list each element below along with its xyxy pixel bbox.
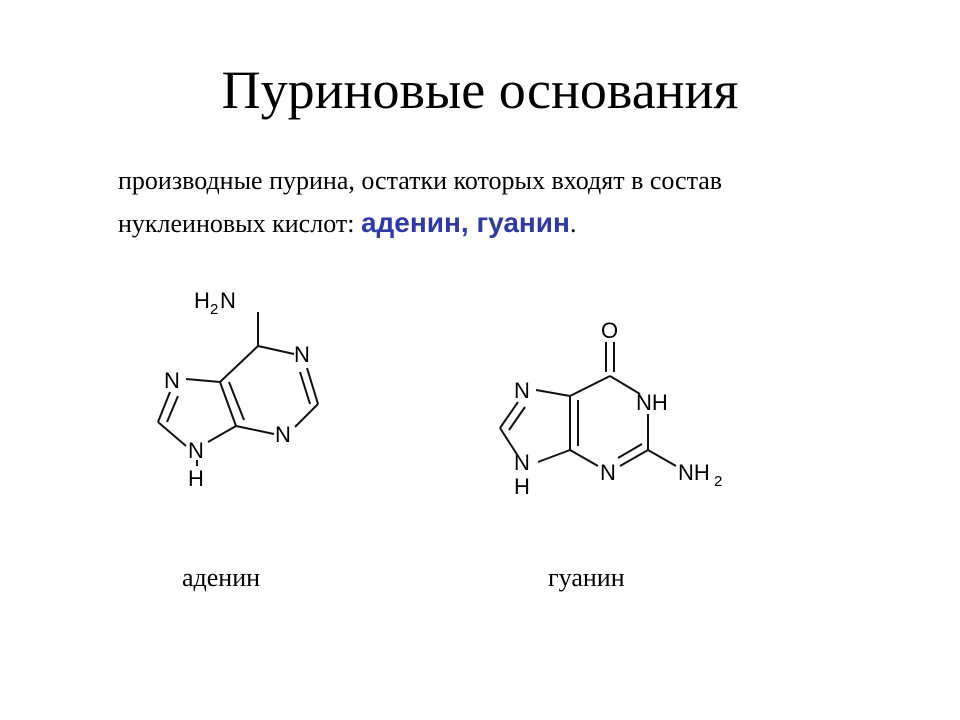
intro-line-1: производные пурина, остатки которых входят в состав bbox=[118, 166, 723, 195]
adenine-bond-n7-c8-double bbox=[167, 396, 178, 422]
adenine-bond-n3-c4 bbox=[236, 426, 274, 434]
adenine-bond-c8-n9 bbox=[158, 422, 186, 446]
adenine-bond-c5-n7 bbox=[186, 379, 220, 382]
adenine-n3: N bbox=[275, 422, 291, 447]
adenine-bond-c2-n3 bbox=[295, 404, 318, 427]
intro-line-2-prefix: нуклеиновых кислот: bbox=[118, 209, 355, 238]
adenine-structure bbox=[140, 270, 340, 500]
guanine-caption: гуанин bbox=[548, 563, 625, 592]
guanine-n1h: NH bbox=[636, 390, 668, 415]
adenine-amino-n: N bbox=[220, 288, 236, 313]
adenine-h9: H bbox=[188, 466, 204, 491]
guanine-amino-nh: NH bbox=[678, 460, 710, 485]
intro-text bbox=[118, 160, 898, 245]
adenine-amino-subscript: 2 bbox=[210, 301, 219, 318]
intro-line-2 bbox=[118, 202, 898, 245]
intro-highlight-bases: аденин, гуанин bbox=[360, 207, 570, 238]
adenine-caption: аденин bbox=[182, 563, 261, 592]
adenine-bond-c5-c6 bbox=[220, 346, 258, 382]
guanine-bond-c5-c6 bbox=[570, 376, 610, 396]
guanine-oxygen: O bbox=[601, 318, 619, 343]
guanine-bond-n7-c8 bbox=[500, 402, 518, 428]
adenine-n7: N bbox=[164, 368, 180, 393]
guanine-bond-n3-c4 bbox=[570, 450, 598, 466]
adenine-bond-n1-c2-double bbox=[300, 372, 310, 404]
guanine-h9: H bbox=[514, 474, 530, 499]
adenine-n1: N bbox=[294, 342, 310, 367]
guanine-bond-c5-n7 bbox=[536, 390, 570, 396]
guanine-n9: N bbox=[514, 450, 530, 475]
adenine-n9: N bbox=[188, 438, 204, 463]
guanine-structure bbox=[490, 310, 750, 510]
adenine-amino-h: H bbox=[194, 288, 210, 313]
guanine-bond-n9-c4 bbox=[538, 450, 570, 462]
guanine-n3: N bbox=[600, 460, 616, 485]
adenine-bond-c4-c5 bbox=[220, 382, 236, 426]
adenine-bond-c6-n1 bbox=[258, 346, 294, 354]
guanine-n7: N bbox=[514, 378, 530, 403]
guanine-bond-c2-n3 bbox=[620, 450, 648, 466]
slide-title: Пуриновые основания bbox=[221, 60, 739, 120]
guanine-bond-c2-amino bbox=[648, 450, 676, 466]
guanine-amino-subscript: 2 bbox=[714, 473, 723, 490]
intro-line-2-suffix: . bbox=[569, 209, 577, 238]
adenine-bond-n9-c4 bbox=[208, 426, 236, 442]
